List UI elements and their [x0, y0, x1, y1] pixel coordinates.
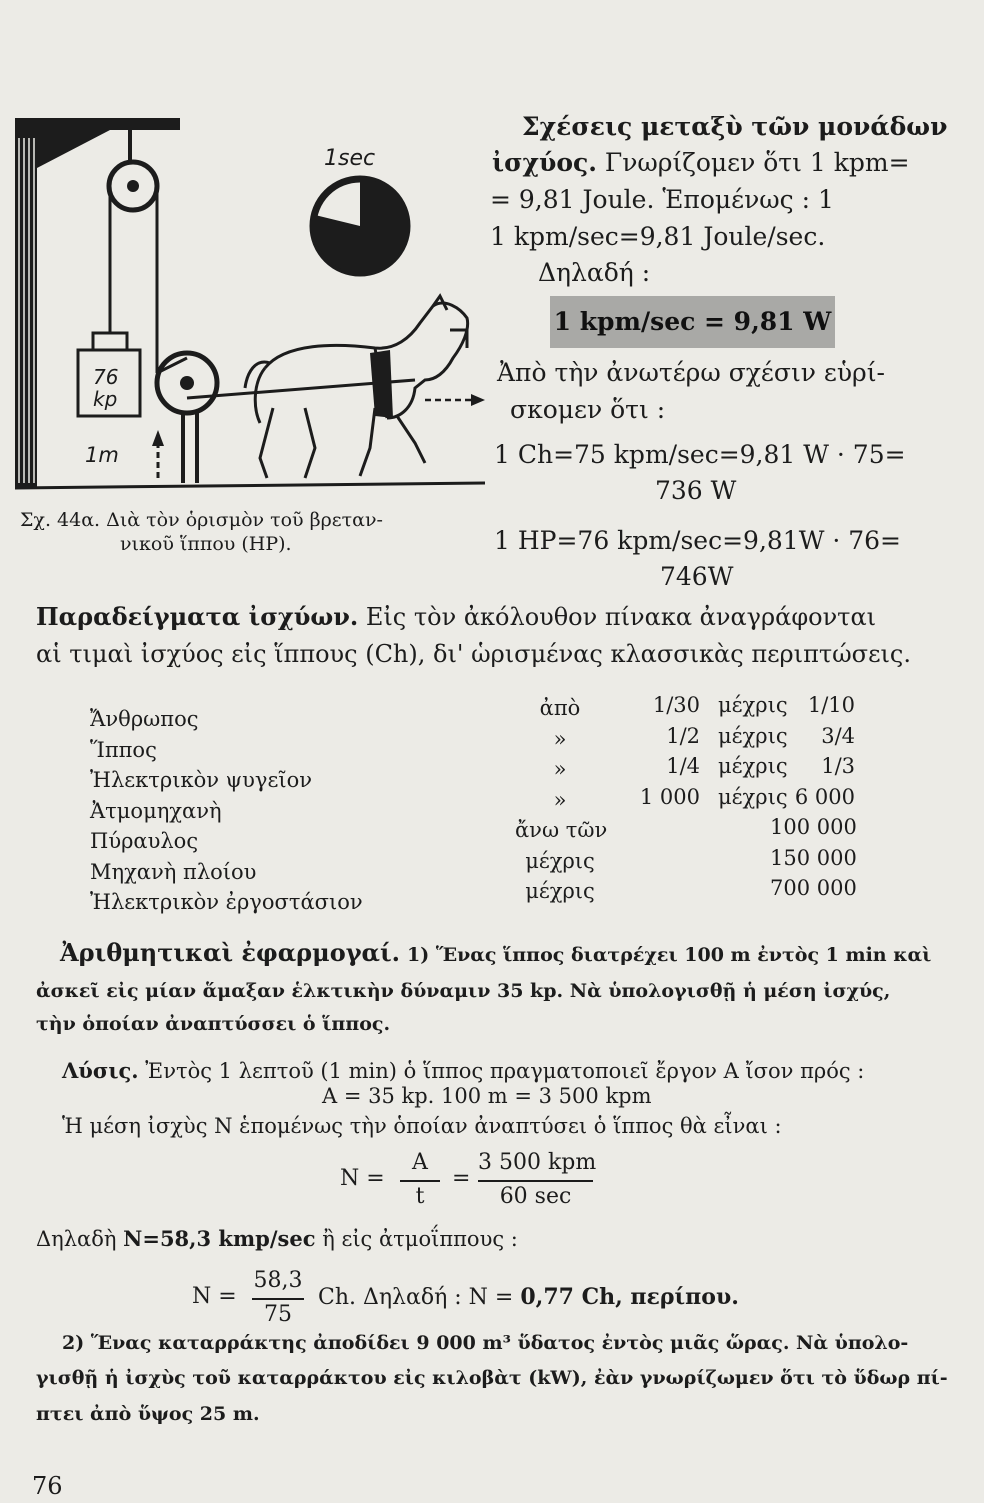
ch-line-2: 736 W [655, 476, 737, 505]
solution-label: Λύσις. [62, 1058, 139, 1083]
equation-power-2 [192, 1268, 752, 1328]
weight-label [93, 366, 118, 410]
table-row-from: 1 000 [639, 784, 700, 809]
eq2-fraction-bar [252, 1298, 304, 1300]
problem-1-line-3: τὴν ὁποίαν ἀναπτύσσει ὁ ἵππος. [36, 1013, 391, 1035]
power-table-to [770, 690, 855, 904]
horse-pulley-illustration [15, 118, 490, 498]
solution-text-1: Ἐντὸς 1 λεπτοῦ (1 min) ὁ ἵππος πραγματοποιεῖ ἔργον Α ἴσον πρός : [145, 1059, 865, 1083]
table-row-to: 100 000 [770, 815, 857, 839]
power-table-names [90, 704, 363, 918]
table-row-name: Ἠλεκτρικὸν ψυγεῖον [90, 768, 312, 792]
eq2-mid-text: Ch. Δηλαδή : N = [318, 1285, 514, 1310]
examples-line-1 [36, 600, 876, 634]
table-row-to: 6 000 [794, 784, 855, 809]
weight-label-unit: kp [93, 387, 118, 411]
examples-heading: Παραδείγματα ἰσχύων. [36, 602, 359, 631]
eq1-denominator-1: t [415, 1184, 425, 1209]
applications-heading: Ἀριθμητικαὶ ἐφαρμογαί. [60, 938, 400, 967]
brace [37, 130, 110, 168]
relations-line-1-bold: ἰσχύος. [492, 148, 597, 177]
table-row-sep: μέχρις [718, 784, 788, 809]
eq2-lhs: N = [192, 1284, 237, 1309]
eq1-equals: = [452, 1166, 471, 1191]
beam-top [15, 118, 180, 130]
table-row-name: Ἄνθρωπος [90, 707, 199, 731]
ch-line-1: 1 Ch=75 kpm/sec=9,81 W · 75= [494, 440, 906, 469]
relations-line-2: = 9,81 Joule. Ἑπομένως : 1 [490, 185, 834, 214]
table-row-sep: μέχρις [718, 754, 788, 778]
eq2-result: 0,77 Ch, περίπου. [520, 1284, 739, 1310]
problem-2-line-3: πτει ἀπὸ ὕψος 25 m. [36, 1403, 260, 1425]
applications-line-1 [60, 936, 931, 972]
table-row-name: Μηχανὴ πλοίου [90, 859, 257, 884]
table-row-sep: μέχρις [718, 723, 788, 748]
caption-line-1: Σχ. 44α. Διὰ τὸν ὁρισμὸν τοῦ βρεταν- [20, 509, 383, 531]
table-row-from: 1/30 [652, 693, 700, 717]
horse-icon [245, 296, 468, 478]
ground-line [15, 483, 485, 488]
page-number: 76 [32, 1472, 63, 1500]
table-row-sep: μέχρις [718, 693, 788, 717]
power-table-prefix [515, 693, 608, 907]
result-line-a: Δηλαδὴ [36, 1227, 117, 1251]
equation-power-1 [340, 1150, 600, 1210]
table-row-to: 700 000 [770, 876, 857, 900]
relations-line-1 [492, 146, 910, 179]
table-row-prefix: μέχρις [525, 848, 595, 873]
table-row-prefix: ἀπὸ [539, 696, 581, 720]
eq2-numerator: 58,3 [253, 1268, 303, 1293]
eq1-numerator-2: 3 500 kpm [478, 1150, 597, 1175]
table-row-from: 1/4 [666, 754, 700, 778]
problem-2-line-1: 2) Ἕνας καταρράκτης ἀποδίδει 9 000 m³ ὕδατος ἐντὸς μιᾶς ὥρας. Νὰ ὑπολο- [62, 1332, 909, 1354]
eq1-lhs: N = [340, 1166, 385, 1191]
weight-label-value: 76 [93, 365, 119, 389]
result-line-b: N=58,3 kmp/sec [123, 1226, 316, 1251]
relations-line-4: Δηλαδή : [538, 258, 651, 287]
table-row-to: 3/4 [821, 723, 855, 748]
eq2-mid [318, 1284, 739, 1310]
table-row-name: Ἀτμομηχανὴ [90, 798, 222, 823]
relations-line-3: 1 kpm/sec=9,81 Joule/sec. [490, 222, 826, 251]
table-row-prefix: ἄνω τῶν [515, 818, 608, 842]
table-row-name: Πύραυλος [90, 829, 199, 853]
table-row-prefix: » [553, 757, 567, 781]
table-row-to: 1/10 [807, 693, 855, 717]
power-table-from [620, 690, 700, 812]
table-row-prefix: » [553, 787, 567, 812]
examples-text-1: Εἰς τὸν ἀκόλουθον πίνακα ἀναγράφονται [365, 603, 877, 631]
relations-line-6: σκομεν ὅτι : [510, 395, 666, 424]
result-line [36, 1222, 518, 1256]
horse-harness [370, 350, 393, 418]
table-row-prefix: μέχρις [525, 879, 595, 903]
relations-line-5: Ἀπὸ τὴν ἀνωτέρω σχέσιν εὑρί- [497, 358, 885, 387]
solution-line-3: Ἡ μέση ἰσχὺς Ν ἑπομένως τὴν ὁποίαν ἀναπτύσει ὁ ἵππος θὰ εἶναι : [62, 1114, 782, 1138]
hp-line-2: 746W [660, 562, 734, 591]
solution-line-2: A = 35 kp. 100 m = 3 500 kpm [322, 1084, 652, 1108]
figure-horse-power [15, 118, 490, 498]
caption-line-2: νικοῦ ἵππου (ΗΡ). [120, 533, 292, 555]
examples-text-2: αἱ τιμαὶ ἰσχύος εἰς ἵππους (Ch), δι' ὡρισμένας κλασσικὰς περιπτώσεις. [36, 640, 911, 668]
problem-1-line-2: ἀσκεῖ εἰς μίαν ἅμαξαν ἑλκτικὴν δύναμιν 35 kp. Νὰ ὑπολογισθῇ ἡ μέση ἰσχύς, [36, 980, 891, 1002]
result-line-c: ἢ εἰς ἀτμοΐππους : [322, 1227, 518, 1251]
eq1-fraction-bar-2 [478, 1180, 593, 1182]
problem-2-line-2: γισθῇ ἡ ἰσχὺς τοῦ καταρράκτου εἰς κιλοβὰτ (kW), ἐὰν γνωρίζωμεν ὅτι τὸ ὕδωρ πί- [36, 1367, 948, 1389]
table-row-prefix: » [553, 726, 567, 751]
relations-heading: Σχέσεις μεταξὺ τῶν μονάδων [522, 112, 948, 141]
height-label: 1m [85, 443, 119, 467]
table-row-name: Ἠλεκτρικὸν ἐργοστάσιον [90, 890, 363, 914]
figure-caption [20, 508, 383, 556]
clock-label: 1sec [324, 146, 376, 171]
boxed-formula [550, 296, 835, 348]
direction-arrow-icon [471, 394, 485, 406]
table-row-name: Ἵππος [90, 737, 157, 762]
hp-line-1: 1 HP=76 kpm/sec=9,81W · 76= [494, 526, 901, 555]
boxed-formula-text: 1 kpm/sec = 9,81 W [553, 307, 832, 336]
table-row-to: 1/3 [821, 754, 855, 778]
table-row-from: 1/2 [666, 723, 700, 748]
problem-1-line-1: 1) Ἕνας ἵππος διατρέχει 100 m ἐντὸς 1 min καὶ [407, 944, 932, 966]
eq1-numerator-1: A [412, 1150, 428, 1175]
table-row-to: 150 000 [770, 845, 857, 870]
relations-line-1-rest: Γνωρίζομεν ὅτι 1 kpm= [604, 148, 910, 177]
eq1-denominator-2: 60 sec [499, 1184, 572, 1209]
eq1-fraction-bar-1 [400, 1180, 440, 1182]
eq2-denominator: 75 [264, 1302, 292, 1327]
